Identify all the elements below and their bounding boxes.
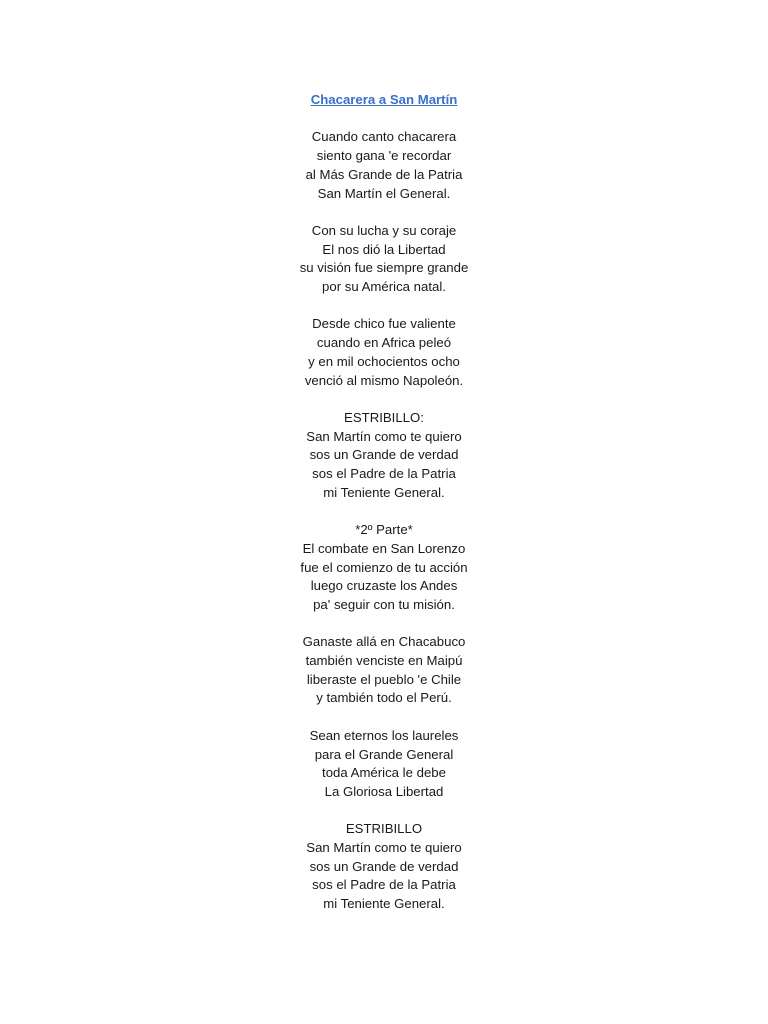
lyric-line: Desde chico fue valiente [312,316,456,332]
stanza [0,633,768,708]
lyric-line: Cuando canto chacarera [311,129,457,145]
title-row [0,91,768,128]
stanza [0,315,768,390]
lyric-line: sos el Padre de la Patria [312,877,456,893]
lyric-line: sos el Padre de la Patria [312,466,456,481]
lyric-line: San Martín el General. [317,185,451,201]
lyric-line: sos un Grande de verdad [309,858,459,874]
stanza [0,128,768,203]
lyric-line: y en mil ochocientos ocho [308,353,460,369]
lyric-line: liberaste el pueblo 'e Chile [306,671,462,687]
lyric-line: San Martín como te quiero [306,428,462,444]
lyric-line: venció al mismo Napoleón. [304,372,464,388]
lyric-line: al Más Grande de la Patria [305,166,463,182]
stanza [0,222,768,297]
stanza-list [0,128,768,913]
lyric-line: Sean eternos los laureles [309,727,459,743]
lyric-line: San Martín como te quiero [306,840,462,855]
lyric-line: luego cruzaste los Andes [310,578,458,594]
lyric-line: siento gana 'e recordar [316,148,452,164]
lyric-line: toda América le debe [322,765,446,781]
lyric-line: y también todo el Perú. [316,690,452,706]
lyric-line: su visión fue siempre grande [299,260,469,276]
lyric-line: El nos dió la Libertad [322,241,446,257]
lyric-line: El combate en San Lorenzo [302,540,466,556]
lyric-line: también venciste en Maipú [305,653,463,668]
lyric-line: cuando en Africa peleó [316,335,452,351]
stanza [0,521,768,615]
lyric-line: ESTRIBILLO [345,821,423,837]
lyric-line: Ganaste allá en Chacabuco [302,634,466,650]
stanza [0,820,768,914]
song-title-link[interactable]: Chacarera a San Martín [310,92,458,107]
lyric-line: mi Teniente General. [323,896,445,912]
stanza [0,409,768,503]
song-lyrics [0,91,768,933]
lyric-line: fue el comienzo de tu acción [300,559,468,575]
lyric-line: mi Teniente General. [323,484,445,500]
lyric-line: pa' seguir con tu misión. [313,596,455,612]
lyric-line: por su América natal. [322,279,446,294]
lyric-line: *2º Parte* [355,522,413,538]
stanza [0,727,768,802]
lyric-line: Con su lucha y su coraje [311,222,457,238]
lyric-line: para el Grande General [314,746,454,762]
lyric-line: ESTRIBILLO: [344,409,424,425]
lyric-line: sos un Grande de verdad [309,447,459,463]
lyric-line: La Gloriosa Libertad [324,783,444,799]
